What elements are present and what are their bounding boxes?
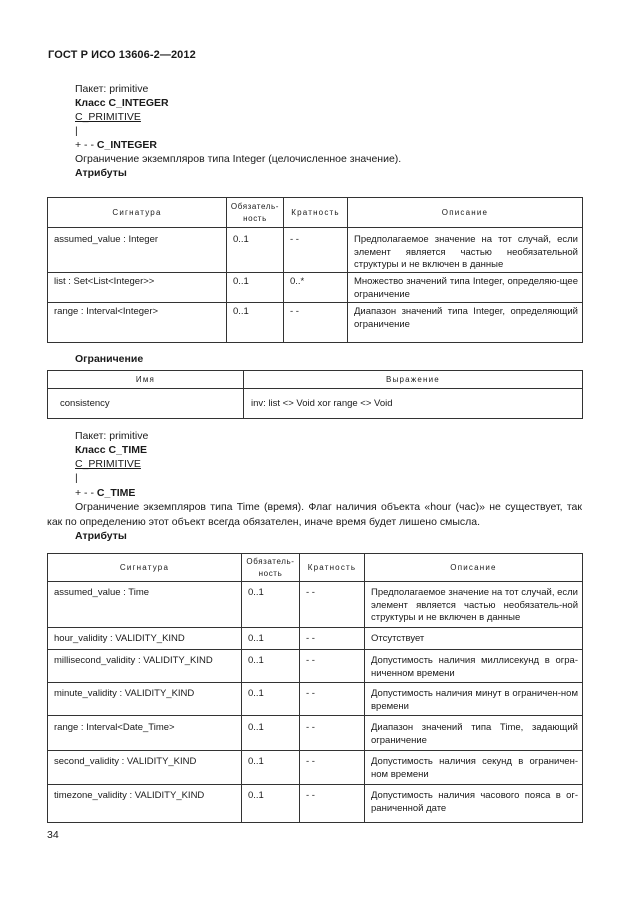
mandatory-cell: 0..1 bbox=[227, 273, 284, 303]
table-row bbox=[48, 650, 583, 683]
table-row bbox=[48, 303, 583, 343]
table-row bbox=[48, 582, 583, 628]
multiplicity-cell: - - bbox=[300, 683, 365, 716]
description-cell: Диапазон значений типа Integer, определяющий ограничение bbox=[348, 303, 583, 343]
signature-cell: millisecond_validity : VALIDITY_KIND bbox=[48, 650, 242, 683]
integer-derived-line bbox=[75, 138, 157, 152]
description-cell: Диапазон значений типа Time, задающий ограничение bbox=[365, 716, 583, 751]
signature-cell: hour_validity : VALIDITY_KIND bbox=[48, 628, 242, 650]
multiplicity-cell: - - bbox=[284, 228, 348, 273]
description-cell: Допустимость наличия миллисекунд в огра-ниченном времени bbox=[365, 650, 583, 683]
description-cell: Допустимость наличия часового пояса в ог-раниченной дате bbox=[365, 785, 583, 823]
signature-cell: list : Set<List<Integer>> bbox=[48, 273, 227, 303]
column-header-signature: Сигнатура bbox=[48, 198, 227, 228]
document-header: ГОСТ Р ИСО 13606-2—2012 bbox=[48, 49, 196, 61]
table-header-row bbox=[48, 198, 583, 228]
table-row bbox=[48, 751, 583, 785]
integer-hierarchy-pipe: | bbox=[75, 125, 78, 137]
description-cell: Предполагаемое значение на тот случай, если элемент является частью необязатель-ной структуры и не включен в данные bbox=[365, 582, 583, 628]
integer-derived-name: C_INTEGER bbox=[96, 139, 157, 151]
multiplicity-cell: - - bbox=[300, 582, 365, 628]
signature-cell: assumed_value : Integer bbox=[48, 228, 227, 273]
mandatory-cell: 0..1 bbox=[242, 683, 300, 716]
description-cell: Множество значений типа Integer, определяю-щее ограничение bbox=[348, 273, 583, 303]
signature-cell: second_validity : VALIDITY_KIND bbox=[48, 751, 242, 785]
integer-parent-class: C_PRIMITIVE bbox=[75, 111, 141, 123]
time-attributes-label: Атрибуты bbox=[75, 530, 127, 542]
time-description: Ограничение экземпляров типа Time (время). Флаг наличия объекта «hour (час)» не существует, так как по определению этот объект всегда обязателен, иначе время будет лишено смысла. bbox=[47, 501, 582, 528]
column-header-description: Описание bbox=[365, 554, 583, 582]
table-row bbox=[48, 628, 583, 650]
column-header-multiplicity: Кратность bbox=[300, 554, 365, 582]
table-header-row bbox=[48, 371, 583, 389]
mandatory-cell: 0..1 bbox=[242, 716, 300, 751]
signature-cell: timezone_validity : VALIDITY_KIND bbox=[48, 785, 242, 823]
multiplicity-cell: - - bbox=[284, 303, 348, 343]
multiplicity-cell: 0..* bbox=[284, 273, 348, 303]
table-header-row bbox=[48, 554, 583, 582]
integer-attributes-table bbox=[47, 197, 583, 343]
table-row bbox=[48, 389, 583, 419]
column-header-multiplicity: Кратность bbox=[284, 198, 348, 228]
integer-package: Пакет: primitive bbox=[75, 83, 149, 95]
multiplicity-cell: - - bbox=[300, 751, 365, 785]
signature-cell: minute_validity : VALIDITY_KIND bbox=[48, 683, 242, 716]
column-header-description: Описание bbox=[348, 198, 583, 228]
time-derived-name: C_TIME bbox=[96, 487, 136, 499]
constraint-expression-cell: inv: list <> Void xor range <> Void bbox=[244, 389, 583, 419]
multiplicity-cell: - - bbox=[300, 628, 365, 650]
multiplicity-cell: - - bbox=[300, 716, 365, 751]
mandatory-cell: 0..1 bbox=[242, 751, 300, 785]
mandatory-cell: 0..1 bbox=[227, 228, 284, 273]
mandatory-cell: 0..1 bbox=[242, 785, 300, 823]
time-package: Пакет: primitive bbox=[75, 430, 149, 442]
multiplicity-cell: - - bbox=[300, 650, 365, 683]
time-parent-class: C_PRIMITIVE bbox=[75, 458, 141, 470]
signature-cell: range : Interval<Integer> bbox=[48, 303, 227, 343]
table-row bbox=[48, 785, 583, 823]
table-row bbox=[48, 683, 583, 716]
mandatory-cell: 0..1 bbox=[242, 628, 300, 650]
integer-class-title: Класс C_INTEGER bbox=[75, 97, 169, 109]
column-header-signature: Сигнатура bbox=[48, 554, 242, 582]
column-header-mandatory: Обязатель-ность bbox=[242, 554, 300, 582]
description-cell: Отсутствует bbox=[365, 628, 583, 650]
table-row bbox=[48, 716, 583, 751]
page-number: 34 bbox=[47, 829, 59, 841]
signature-cell: range : Interval<Date_Time> bbox=[48, 716, 242, 751]
table-row bbox=[48, 228, 583, 273]
time-attributes-table bbox=[47, 553, 583, 823]
description-cell: Допустимость наличия секунд в ограничен-ном времени bbox=[365, 751, 583, 785]
integer-attributes-label: Атрибуты bbox=[75, 167, 127, 179]
column-header-name: Имя bbox=[48, 371, 244, 389]
column-header-mandatory: Обязатель-ность bbox=[227, 198, 284, 228]
integer-description: Ограничение экземпляров типа Integer (целочисленное значение). bbox=[75, 153, 402, 165]
mandatory-cell: 0..1 bbox=[242, 650, 300, 683]
constraint-name-cell: consistency bbox=[48, 389, 244, 419]
column-header-expression: Выражение bbox=[244, 371, 583, 389]
constraint-label: Ограничение bbox=[75, 353, 144, 365]
mandatory-cell: 0..1 bbox=[227, 303, 284, 343]
description-cell: Предполагаемое значение на тот случай, если элемент является частью необязательной структуры и не включен в данные bbox=[348, 228, 583, 273]
constraint-table bbox=[47, 370, 583, 419]
integer-derived-prefix: + - - bbox=[75, 139, 97, 151]
time-hierarchy-pipe: | bbox=[75, 472, 78, 484]
multiplicity-cell: - - bbox=[300, 785, 365, 823]
time-derived-line bbox=[75, 486, 135, 500]
table-row bbox=[48, 273, 583, 303]
mandatory-cell: 0..1 bbox=[242, 582, 300, 628]
time-class-title: Класс C_TIME bbox=[75, 444, 148, 456]
time-derived-prefix: + - - bbox=[75, 487, 97, 499]
description-cell: Допустимость наличия минут в ограничен-ном времени bbox=[365, 683, 583, 716]
signature-cell: assumed_value : Time bbox=[48, 582, 242, 628]
